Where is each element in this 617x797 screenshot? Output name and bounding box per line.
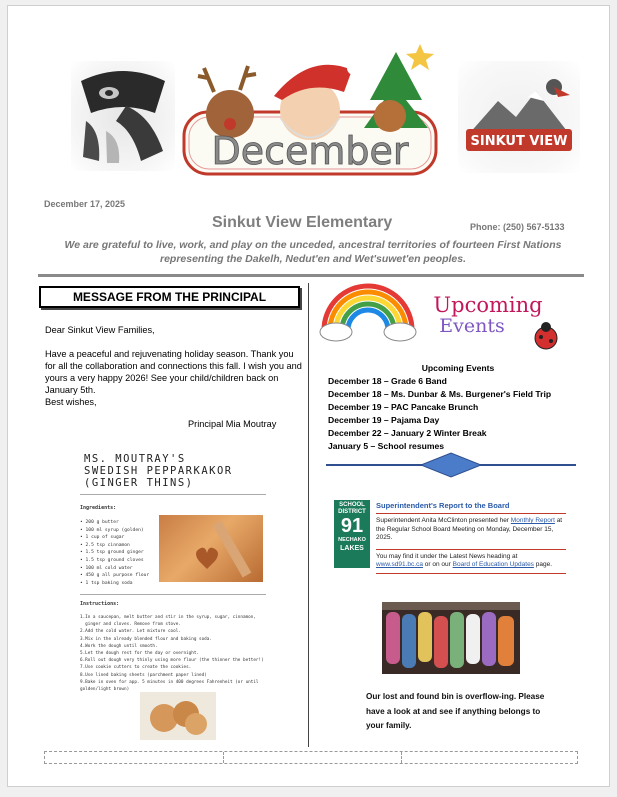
superintendent-report <box>376 501 566 574</box>
school-name: Sinkut View Elementary <box>212 214 393 231</box>
footer-cell-divider <box>223 752 224 763</box>
district-website-link[interactable]: www.sd91.bc.ca <box>376 561 423 568</box>
mitten-icon <box>386 612 514 668</box>
instruction-step: 8.Use lined baking sheets (parchment paper lined) <box>80 672 207 678</box>
ladybug-icon <box>535 322 557 349</box>
report-text <box>376 517 566 543</box>
event-item: January 5 – School resumes <box>328 441 445 451</box>
instruction-step: ginger and cloves. Remove from stove. <box>80 622 181 628</box>
report-find-text <box>376 553 566 570</box>
formline-art-logo <box>71 61 175 171</box>
report-rule <box>376 513 566 514</box>
ingredient-item: • 2.5 tsp cinnamon <box>80 542 130 548</box>
instructions-label: Instructions: <box>80 601 120 607</box>
mittens-photo <box>382 602 520 674</box>
instruction-step: 6.Roll out dough very thinly using more flour (the thinner the better!) <box>80 658 264 664</box>
instruction-step: 1.In a saucepan, melt butter and stir in the syrup, sugar, cinnamon, <box>80 615 256 620</box>
instruction-step: 5.Let the dough rest for the day or overnight. <box>80 651 199 657</box>
lost-and-found-text: Our lost and found bin is overflow-ing. Please have a look at and see if anything belongs to your family. <box>366 692 545 730</box>
ingredient-item: • 100 ml cold water <box>80 565 133 571</box>
footer-cell-divider <box>401 752 402 763</box>
banner-word: December <box>211 129 409 173</box>
newsletter-date: December 17, 2025 <box>44 199 126 209</box>
events-banner-line1: Upcoming <box>433 293 543 317</box>
page-text: page. <box>535 561 553 568</box>
principal-heading: MESSAGE FROM THE PRINCIPAL <box>39 286 300 308</box>
events-banner-line2: Events <box>439 315 505 337</box>
monthly-report-link[interactable]: Monthly Report <box>510 517 555 524</box>
ingredient-item: • 100 ml syrup (golden) <box>80 527 144 533</box>
formline-art-icon <box>71 61 175 171</box>
gingerbread-icon <box>374 100 406 132</box>
sinkut-view-logo <box>458 61 580 173</box>
header-divider <box>38 274 584 277</box>
instruction-step: 4.Work the dough until smooth. <box>80 643 158 649</box>
recipe-title-line: (GINGER THINS) <box>84 477 194 489</box>
upcoming-events-banner <box>318 282 568 352</box>
event-item: December 18 – Grade 6 Band <box>328 376 447 386</box>
principal-signature: Principal Mia Moutray <box>188 419 277 429</box>
ingredient-item: • 450 g all purpose flour <box>80 573 150 579</box>
cookies-photo <box>140 692 216 740</box>
report-rule <box>376 573 566 574</box>
district-logo <box>334 500 370 568</box>
heart-cutout-icon <box>196 548 218 569</box>
instructions-list <box>80 614 300 693</box>
dough-photo <box>159 515 263 582</box>
district-number: 91 <box>340 515 364 537</box>
or-text: or on our <box>424 561 451 568</box>
ingredient-item: • 1 cup of sugar <box>80 535 125 541</box>
event-item: December 19 – PAC Pancake Brunch <box>328 402 479 412</box>
district-logo-line: DISTRICT <box>338 509 366 515</box>
events-heading: Upcoming Events <box>421 363 495 373</box>
board-updates-link[interactable]: Board of Education Updates <box>452 561 534 568</box>
letter-greeting: Dear Sinkut View Families, <box>45 325 155 335</box>
report-rule <box>376 549 566 550</box>
column-divider <box>308 283 309 747</box>
report-text-suffix: at the Regular School Board Meeting on Monday, December 15, 2025. <box>376 517 563 541</box>
ingredient-item: • 1.5 tsp ground cloves <box>80 557 144 563</box>
instruction-step: 7.Use cookie cutters to create the cookies. <box>80 665 192 671</box>
letter-closing: Best wishes, <box>45 397 97 407</box>
ingredient-item: • 200 g butter <box>80 520 119 525</box>
district-logo-line: LAKES <box>340 545 364 552</box>
land-acknowledgement: We are grateful to live, work, and play on the unceded, ancestral territories of fourteen First Nations representing the Dakelh, Nedut'en and Wet'suwet'en peoples. <box>64 239 562 265</box>
mountain-icon <box>468 91 570 135</box>
instruction-step: 9.Bake in oven for app. 5 minutes in 400 degrees Fahrenheit (or until <box>80 679 259 685</box>
district-logo-line: SCHOOL <box>339 502 365 508</box>
diamond-divider <box>326 452 576 478</box>
school-logo-text: SINKUT VIEW <box>470 134 568 149</box>
recipe-title-line: MS. MOUTRAY'S <box>84 453 186 465</box>
ingredient-item: • 1 tsp baking soda <box>80 580 133 586</box>
school-phone: Phone: (250) 567-5133 <box>470 222 565 232</box>
report-text-prefix: Superintendent Anita McClinton presented her <box>376 517 509 524</box>
find-text: You may find it under the Latest News heading at <box>376 552 518 560</box>
event-item: December 22 – January 2 Winter Break <box>328 428 487 438</box>
event-item: December 18 – Ms. Dunbar & Ms. Burgener's Field Trip <box>328 389 552 399</box>
diamond-icon <box>421 453 481 477</box>
rainbow-icon <box>320 286 416 341</box>
instruction-step: 3.Mix in the already blended flour and baking soda. <box>80 636 212 642</box>
event-item: December 19 – Pajama Day <box>328 415 440 425</box>
ingredient-item: • 1.5 tsp ground ginger <box>80 550 144 556</box>
newsletter-page <box>7 5 610 787</box>
ingredients-label: Ingredients: <box>80 505 117 511</box>
ingredients-list <box>80 519 170 587</box>
recipe-title-line: SWEDISH PEPPARKAKOR <box>84 465 233 477</box>
footer-placeholder <box>44 751 578 764</box>
instruction-step: 2.Add the cold water. Let mixture cool. <box>80 629 181 635</box>
recipe-rule <box>80 494 266 495</box>
recipe-rule <box>80 594 266 595</box>
superintendent-title: Superintendent's Report to the Board <box>376 501 510 510</box>
instruction-step: golden/light brown) <box>80 687 130 693</box>
principal-letter <box>45 324 303 408</box>
recipe-title <box>84 453 233 489</box>
district-logo-line: NECHAKO <box>338 537 366 543</box>
december-banner <box>178 44 440 180</box>
events-list <box>328 362 588 453</box>
letter-body: Have a peaceful and rejuvenating holiday season. Thank you for all the collaboration and connections this fall. I wish you and yours a very happy 2026! See your child/children back on January 5th. <box>45 349 302 395</box>
